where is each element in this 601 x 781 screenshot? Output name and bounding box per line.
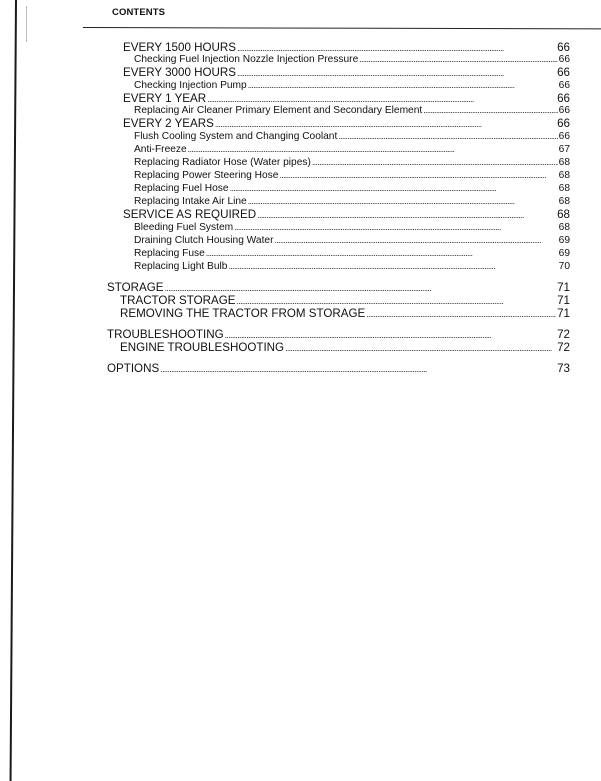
toc-entry-label: ENGINE TROUBLESHOOTING bbox=[120, 341, 285, 354]
dot-leader bbox=[215, 117, 556, 130]
dot-leader bbox=[237, 66, 556, 79]
toc-entry-label: Replacing Radiator Hose (Water pipes) bbox=[134, 157, 311, 168]
toc-entry-page-number: 71 bbox=[557, 294, 570, 307]
toc-entry-page-number: 66 bbox=[557, 117, 570, 130]
toc-entry[interactable] bbox=[107, 281, 570, 294]
toc-entry-page-number: 67 bbox=[558, 144, 570, 155]
header-divider bbox=[83, 27, 601, 30]
dot-leader bbox=[248, 80, 558, 91]
toc-entry-label: EVERY 3000 HOURS bbox=[123, 66, 236, 79]
toc-entry-page-number: 66 bbox=[558, 80, 570, 91]
toc-entry[interactable] bbox=[123, 66, 570, 79]
toc-entry-page-number: 68 bbox=[558, 157, 570, 168]
toc-entry[interactable] bbox=[123, 117, 570, 130]
toc-entry-page-number: 68 bbox=[558, 196, 570, 207]
toc-entry-label: EVERY 1500 HOURS bbox=[123, 41, 236, 54]
dot-leader bbox=[188, 144, 558, 155]
toc-entry-label: OPTIONS bbox=[107, 362, 160, 375]
dot-leader bbox=[234, 222, 558, 233]
toc-entry-label: Draining Clutch Housing Water bbox=[134, 235, 274, 246]
dot-leader bbox=[279, 170, 557, 181]
toc-entry-page-number: 66 bbox=[557, 41, 570, 54]
toc-entry[interactable] bbox=[134, 222, 570, 233]
dot-leader bbox=[206, 248, 558, 259]
toc-entry-label: Checking Fuel Injection Nozzle Injection Pressure bbox=[134, 54, 359, 65]
dot-leader bbox=[423, 105, 557, 116]
dot-leader bbox=[237, 294, 557, 307]
toc-entry-label: Replacing Intake Air Line bbox=[134, 196, 247, 207]
toc-entry-label: TRACTOR STORAGE bbox=[120, 294, 236, 307]
dot-leader bbox=[274, 235, 557, 246]
toc-entry-page-number: 72 bbox=[557, 341, 570, 354]
toc-entry[interactable] bbox=[134, 105, 570, 116]
toc-entry-page-number: 68 bbox=[557, 208, 570, 221]
toc-entry[interactable] bbox=[134, 144, 570, 155]
dot-leader bbox=[225, 328, 556, 341]
toc-entry-label: Replacing Fuse bbox=[134, 248, 205, 259]
dot-leader bbox=[228, 261, 557, 272]
toc-entry-page-number: 68 bbox=[558, 170, 570, 181]
toc-entry[interactable] bbox=[123, 92, 570, 105]
toc-entry-label: EVERY 2 YEARS bbox=[123, 117, 214, 130]
toc-entry[interactable] bbox=[134, 248, 570, 259]
toc-entry-page-number: 72 bbox=[557, 328, 570, 341]
page-binding-edge bbox=[10, 0, 17, 781]
toc-entry-label: Replacing Power Steering Hose bbox=[134, 170, 279, 181]
toc-entry-page-number: 66 bbox=[558, 105, 570, 116]
toc-entry-label: EVERY 1 YEAR bbox=[123, 92, 207, 105]
toc-entry[interactable] bbox=[120, 294, 570, 307]
dot-leader bbox=[164, 281, 556, 294]
toc-entry[interactable] bbox=[134, 261, 570, 272]
dot-leader bbox=[312, 157, 558, 168]
toc-entry-page-number: 66 bbox=[558, 54, 570, 65]
toc-entry[interactable] bbox=[134, 196, 570, 207]
toc-entry[interactable] bbox=[107, 362, 570, 375]
toc-entry[interactable] bbox=[123, 41, 570, 54]
toc-entry-page-number: 66 bbox=[558, 131, 570, 142]
toc-entry-label: SERVICE AS REQUIRED bbox=[123, 208, 257, 221]
toc-entry-label: REMOVING THE TRACTOR FROM STORAGE bbox=[120, 307, 366, 320]
toc-entry[interactable] bbox=[120, 307, 570, 320]
toc-entry-label: STORAGE bbox=[107, 281, 164, 294]
toc-entry-page-number: 70 bbox=[558, 261, 570, 272]
toc-entry-label: Checking Injection Pump bbox=[134, 80, 247, 91]
toc-entry[interactable] bbox=[120, 341, 570, 354]
dot-leader bbox=[207, 92, 556, 105]
toc-entry-label: Flush Cooling System and Changing Coolant bbox=[134, 131, 338, 142]
toc-entry-page-number: 68 bbox=[558, 222, 570, 233]
toc-entry[interactable] bbox=[134, 80, 570, 91]
toc-entry-label: Anti-Freeze bbox=[134, 144, 187, 155]
toc-entry[interactable] bbox=[134, 170, 570, 181]
toc-entry[interactable] bbox=[107, 328, 570, 341]
toc-entry-page-number: 66 bbox=[557, 92, 570, 105]
dot-leader bbox=[285, 341, 556, 354]
dot-leader bbox=[160, 362, 556, 375]
toc-entry[interactable] bbox=[134, 183, 570, 194]
toc-entry-page-number: 73 bbox=[557, 362, 570, 375]
toc-entry-page-number: 68 bbox=[558, 183, 570, 194]
toc-entry-label: TROUBLESHOOTING bbox=[107, 328, 224, 341]
toc-entry-label: Replacing Air Cleaner Primary Element and Secondary Element bbox=[134, 105, 423, 116]
toc-entry-page-number: 71 bbox=[557, 281, 570, 294]
toc-entry-label: Replacing Light Bulb bbox=[134, 261, 228, 272]
toc-entry-page-number: 66 bbox=[557, 66, 570, 79]
toc-entry[interactable] bbox=[134, 54, 570, 65]
dot-leader bbox=[257, 208, 556, 221]
toc-entry[interactable] bbox=[123, 208, 570, 221]
toc-entry[interactable] bbox=[134, 157, 570, 168]
toc-entry-page-number: 71 bbox=[557, 307, 570, 320]
dot-leader bbox=[366, 307, 556, 320]
toc-entry[interactable] bbox=[134, 131, 570, 142]
toc-entry-page-number: 69 bbox=[558, 248, 570, 259]
toc-entry-label: Bleeding Fuel System bbox=[134, 222, 234, 233]
dot-leader bbox=[248, 196, 558, 207]
page-header-title: CONTENTS bbox=[112, 7, 166, 18]
scan-artifact bbox=[26, 6, 27, 42]
toc-entry-label: Replacing Fuel Hose bbox=[134, 183, 229, 194]
dot-leader bbox=[237, 41, 556, 54]
dot-leader bbox=[359, 54, 557, 65]
toc-entry-page-number: 69 bbox=[558, 235, 570, 246]
dot-leader bbox=[230, 183, 558, 194]
toc-entry[interactable] bbox=[134, 235, 570, 246]
dot-leader bbox=[338, 131, 557, 142]
